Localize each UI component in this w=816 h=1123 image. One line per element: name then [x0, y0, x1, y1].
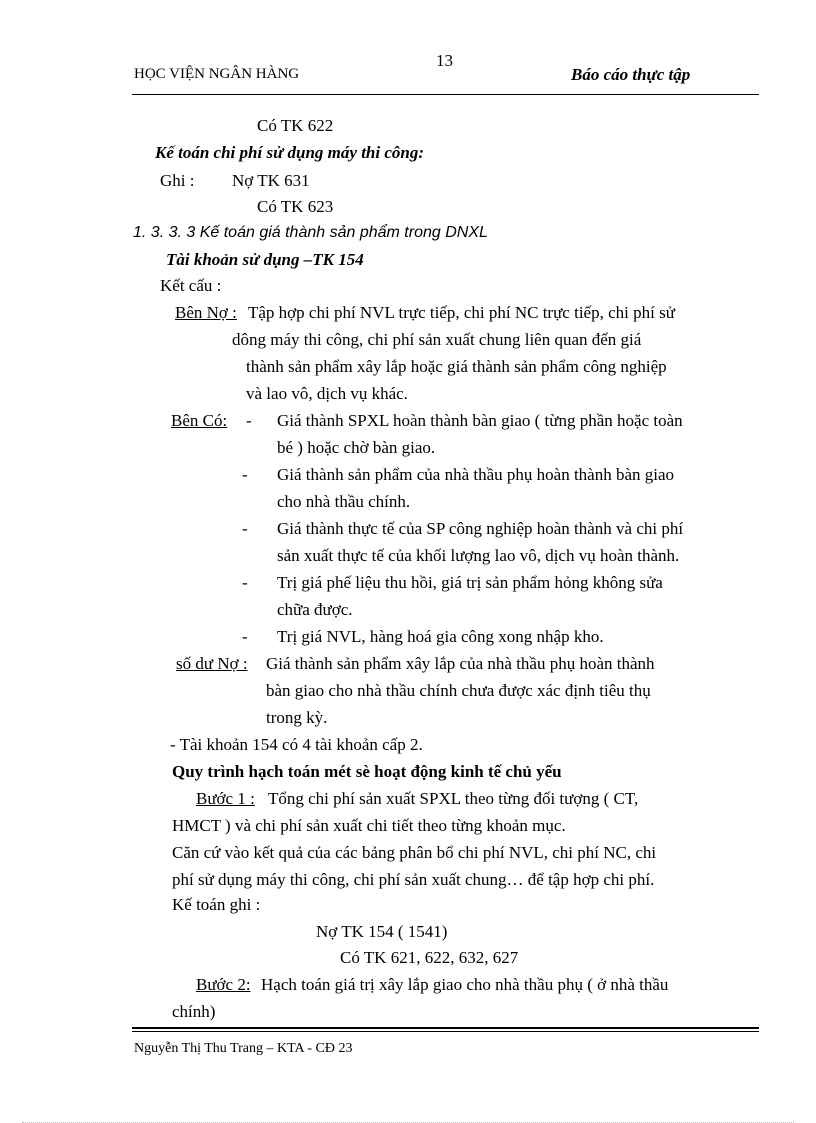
- buoc-2-text: Hạch toán giá trị xây lắp giao cho nhà thầu phụ ( ở nhà thầu: [261, 975, 669, 994]
- label-ket-cau: Kết cấu :: [160, 276, 222, 295]
- buoc-2-line-2: chính): [172, 1002, 216, 1021]
- label-buoc-2: Bước 2:: [196, 975, 251, 994]
- heading-may-thi-cong: Kế toán chi phí sử dụng máy thi công:: [155, 143, 425, 162]
- ben-co-item-4a: Trị giá phế liệu thu hồi, giá trị sản phẩm hỏng không sửa: [277, 573, 663, 592]
- ben-no-line-2: dông máy thi công, chi phí sản xuất chung liên quan đến giá: [232, 330, 642, 349]
- tk-cap-2-note: - Tài khoản 154 có 4 tài khoản cấp 2.: [170, 735, 423, 754]
- footer-rule-thin: [132, 1031, 759, 1032]
- header-right: Báo cáo thực tập: [571, 65, 691, 84]
- heading-tai-khoan: Tài khoản sử dụng –TK 154: [166, 250, 364, 269]
- footer-author: Nguyễn Thị Thu Trang – KTA - CĐ 23: [134, 1041, 353, 1056]
- ben-co-item-3a: Giá thành thực tế của SP công nghiệp hoàn thành và chi phí: [277, 519, 684, 538]
- ben-co-item-4b: chữa được.: [277, 600, 353, 619]
- heading-quy-trinh: Quy trình hạch toán mét sè hoạt động kinh tế chủ yếu: [172, 762, 562, 781]
- line-co-tk622: Có TK 622: [257, 116, 334, 135]
- bullet-dash: -: [242, 465, 248, 484]
- so-du-line-3: trong kỳ.: [266, 708, 328, 727]
- line-co-tk623: Có TK 623: [257, 197, 334, 216]
- header-left: HỌC VIỆN NGÂN HÀNG: [134, 66, 300, 82]
- label-ben-co: Bên Có:: [171, 411, 228, 430]
- label-ben-no: Bên Nợ :: [175, 303, 237, 322]
- ben-co-item-2a: Giá thành sản phẩm của nhà thầu phụ hoàn thành bàn giao: [277, 465, 675, 484]
- bullet-dash: -: [242, 573, 248, 592]
- line-no-tk631: Nợ TK 631: [232, 171, 310, 190]
- ben-no-line-3: thành sản phẩm xây lắp hoặc giá thành sản phẩm công nghiệp: [246, 357, 667, 376]
- ben-co-item-5: Trị giá NVL, hàng hoá gia công xong nhập kho.: [277, 627, 604, 646]
- bullet-dash: -: [242, 519, 248, 538]
- entry-no-tk154: Nợ TK 154 ( 1541): [316, 922, 448, 941]
- so-du-line-1: Giá thành sản phẩm xây lắp của nhà thầu phụ hoàn thành: [266, 654, 655, 673]
- bullet-dash: -: [242, 627, 248, 646]
- section-title: 1. 3. 3. 3 Kế toán giá thành sản phẩm trong DNXL: [133, 224, 488, 241]
- label-so-du-no: số dư Nợ :: [176, 654, 248, 673]
- ben-co-item-2b: cho nhà thầu chính.: [277, 492, 411, 511]
- label-ghi: Ghi :: [160, 171, 195, 190]
- buoc-1-text: Tổng chi phí sản xuất SPXL theo từng đối tượng ( CT,: [268, 789, 639, 808]
- buoc-1-line-2: HMCT ) và chi phí sản xuất chi tiết theo từng khoản mục.: [172, 816, 566, 835]
- bullet-dash: -: [246, 411, 252, 430]
- can-cu-line-2: phí sử dụng máy thi công, chi phí sản xuất chung… để tập hợp chi phí.: [172, 870, 655, 889]
- entry-co-tk: Có TK 621, 622, 632, 627: [340, 948, 519, 967]
- ben-co-item-1b: bé ) hoặc chờ bàn giao.: [277, 438, 436, 457]
- can-cu-line-3: Kế toán ghi :: [172, 895, 261, 914]
- ben-no-line-1: Tập hợp chi phí NVL trực tiếp, chi phí NC trực tiếp, chi phí sử: [248, 303, 675, 322]
- ben-co-item-1a: Giá thành SPXL hoàn thành bàn giao ( từng phần hoặc toàn: [277, 411, 683, 430]
- footer-rule-thick: [132, 1027, 759, 1029]
- ben-no-line-4: và lao vô, dịch vụ khác.: [246, 384, 408, 403]
- label-buoc-1: Bước 1 :: [196, 789, 255, 808]
- so-du-line-2: bàn giao cho nhà thầu chính chưa được xác định tiêu thụ: [266, 681, 651, 700]
- page-number: 13: [436, 51, 453, 70]
- can-cu-line-1: Căn cứ vào kết quả của các bảng phân bổ chi phí NVL, chi phí NC, chi: [172, 843, 657, 862]
- header-rule: [132, 94, 759, 95]
- ben-co-item-3b: sản xuất thực tế của khối lượng lao vô, dịch vụ hoàn thành.: [277, 546, 680, 565]
